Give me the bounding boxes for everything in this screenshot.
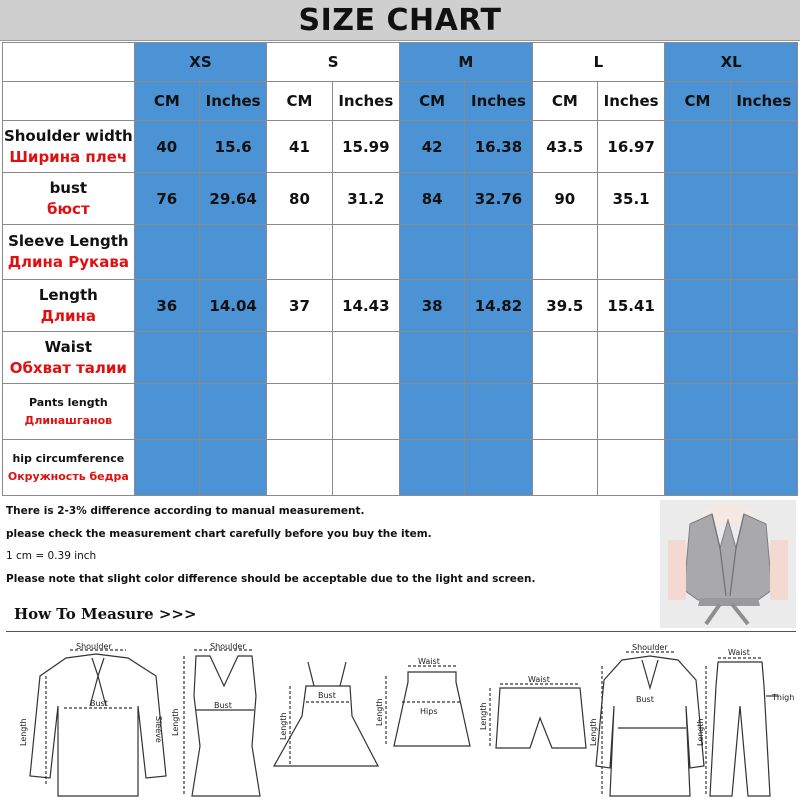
measurement-value — [597, 332, 664, 384]
measurement-value: 43.5 — [532, 121, 597, 173]
size-header-m: M — [399, 43, 532, 82]
label-english: bust — [49, 178, 88, 197]
length-label: Length — [19, 718, 28, 746]
measurement-value — [665, 440, 730, 496]
size-header-l: L — [532, 43, 665, 82]
measurement-value — [665, 332, 730, 384]
measurement-value: 41 — [267, 121, 332, 173]
measurement-value — [267, 332, 332, 384]
bust-label: Bust — [636, 695, 654, 704]
measurement-value — [465, 384, 532, 440]
measurement-value — [597, 225, 664, 280]
length-label: Length — [479, 702, 488, 730]
measurement-label — [3, 384, 135, 440]
size-header-xl: XL — [665, 43, 798, 82]
measurement-value: 80 — [267, 173, 332, 225]
label-english: Pants length — [28, 395, 108, 409]
measurement-value: 14.43 — [332, 280, 399, 332]
measurement-value: 40 — [134, 121, 199, 173]
unit-header-inches: Inches — [730, 82, 797, 121]
measurement-value — [532, 440, 597, 496]
waist-label: Waist — [528, 675, 550, 684]
measurement-value: 90 — [532, 173, 597, 225]
shoulder-label: Shoulder — [632, 643, 668, 652]
unit-header-cm: CM — [665, 82, 730, 121]
bust-label: Bust — [214, 701, 232, 710]
measurement-value — [399, 225, 464, 280]
bust-label: Bust — [90, 699, 108, 708]
label-english: Sleeve Length — [8, 232, 129, 250]
measurement-label — [3, 440, 135, 496]
unit-header-inches: Inches — [465, 82, 532, 121]
measurement-value: 35.1 — [597, 173, 664, 225]
measurement-value — [532, 332, 597, 384]
length-label: Length — [375, 698, 384, 726]
coat-dress-diagram — [589, 643, 704, 796]
measurement-value: 32.76 — [465, 173, 532, 225]
divider — [6, 631, 796, 632]
thigh-label: Thigh — [772, 693, 795, 702]
note-line: please check the measurement chart carefully before you buy the item. — [6, 527, 432, 540]
measurement-value — [730, 280, 797, 332]
measurement-value — [665, 121, 730, 173]
measurement-value — [399, 384, 464, 440]
measurement-value — [199, 384, 266, 440]
unit-header-cm: CM — [399, 82, 464, 121]
measurement-value — [465, 225, 532, 280]
measurement-row — [3, 332, 798, 384]
measurement-value — [199, 440, 266, 496]
measurement-value — [665, 384, 730, 440]
measurement-value: 15.41 — [597, 280, 664, 332]
label-russian: Длина — [40, 306, 96, 325]
measurement-value — [730, 225, 797, 280]
measurement-value — [532, 384, 597, 440]
measurement-value — [332, 384, 399, 440]
measurement-value: 42 — [399, 121, 464, 173]
label-russian: Длина Рукава — [7, 253, 129, 271]
corner-cell — [3, 82, 135, 121]
measurement-value — [597, 384, 664, 440]
note-line: There is 2-3% difference according to manual measurement. — [6, 505, 365, 517]
length-label: Length — [696, 718, 705, 746]
shoulder-label: Shoulder — [210, 642, 246, 651]
measurement-value — [730, 121, 797, 173]
measurement-value: 14.04 — [199, 280, 266, 332]
length-label: Length — [171, 708, 180, 736]
corner-cell — [3, 43, 135, 82]
measurement-row — [3, 173, 798, 225]
measurement-value — [730, 332, 797, 384]
measurement-value — [465, 440, 532, 496]
measurement-row — [3, 440, 798, 496]
measurement-row — [3, 225, 798, 280]
measurement-value — [730, 384, 797, 440]
measurement-notes — [6, 500, 646, 590]
shoulder-label: Shoulder — [76, 642, 112, 651]
measurement-value — [332, 332, 399, 384]
measurement-value — [399, 332, 464, 384]
measurement-value — [134, 440, 199, 496]
unit-header-inches: Inches — [332, 82, 399, 121]
shorts-diagram — [479, 675, 586, 748]
measurement-value: 76 — [134, 173, 199, 225]
size-header-row — [3, 43, 798, 82]
label-russian: Ширина плеч — [9, 147, 128, 166]
dress-diagram — [274, 662, 378, 766]
measurement-value — [532, 225, 597, 280]
measurement-value — [730, 440, 797, 496]
measurement-value: 14.82 — [465, 280, 532, 332]
note-line: 1 cm = 0.39 inch — [6, 550, 97, 562]
unit-header-row — [3, 82, 798, 121]
trousers-diagram — [696, 648, 794, 796]
unit-header-cm: CM — [267, 82, 332, 121]
label-russian: Длинашганов — [24, 413, 113, 427]
size-header-xs: XS — [134, 43, 267, 82]
length-label: Length — [589, 718, 598, 746]
measurement-value: 29.64 — [199, 173, 266, 225]
skirt-diagram — [375, 657, 470, 746]
measurement-value — [665, 173, 730, 225]
measurement-value — [332, 225, 399, 280]
label-english: Shoulder width — [3, 126, 133, 145]
unit-header-inches: Inches — [199, 82, 266, 121]
measurement-value: 38 — [399, 280, 464, 332]
measurement-value — [134, 332, 199, 384]
measurement-label — [3, 225, 135, 280]
note-line: Please note that slight color difference should be acceptable due to the light and screen. — [6, 572, 536, 585]
measurement-value: 84 — [399, 173, 464, 225]
measurement-value: 39.5 — [532, 280, 597, 332]
measurement-diagrams — [6, 636, 796, 800]
measurement-value — [730, 173, 797, 225]
measurement-label — [3, 121, 135, 173]
sleeve-label: Sleeve — [154, 716, 163, 743]
waist-label: Waist — [728, 648, 750, 657]
label-russian: Окружность бедра — [7, 469, 129, 483]
label-english: Waist — [44, 337, 93, 356]
measurement-value — [267, 225, 332, 280]
measurement-value: 15.99 — [332, 121, 399, 173]
measurement-value — [199, 225, 266, 280]
measurement-row — [3, 280, 798, 332]
measurement-value: 15.6 — [199, 121, 266, 173]
tank-top-diagram — [171, 642, 260, 796]
label-russian: бюст — [47, 199, 90, 218]
measurement-value — [267, 440, 332, 496]
blouse-diagram — [19, 642, 166, 796]
measurement-label — [3, 332, 135, 384]
measurement-value — [597, 440, 664, 496]
measurement-value: 37 — [267, 280, 332, 332]
measurement-value — [399, 440, 464, 496]
size-header-s: S — [267, 43, 400, 82]
measurement-value — [267, 384, 332, 440]
measurement-value: 16.38 — [465, 121, 532, 173]
measurement-row — [3, 384, 798, 440]
label-english: Length — [38, 285, 98, 304]
measurement-value: 36 — [134, 280, 199, 332]
measurement-value — [134, 384, 199, 440]
waist-label: Waist — [418, 657, 440, 666]
how-to-measure-heading: How To Measure >>> — [14, 605, 197, 623]
bust-label: Bust — [318, 691, 336, 700]
measurement-value — [332, 440, 399, 496]
label-russian: Обхват талии — [9, 358, 127, 377]
measurement-value — [465, 332, 532, 384]
unit-header-cm: CM — [134, 82, 199, 121]
measurement-value: 31.2 — [332, 173, 399, 225]
page-title: SIZE CHART — [0, 0, 800, 41]
length-label: Length — [279, 712, 288, 740]
label-english: hip circumference — [12, 451, 125, 465]
measurement-label — [3, 280, 135, 332]
measurement-value: 16.97 — [597, 121, 664, 173]
measurement-label — [3, 173, 135, 225]
measurement-value — [134, 225, 199, 280]
hips-label: Hips — [420, 707, 438, 716]
measurement-value — [199, 332, 266, 384]
unit-header-inches: Inches — [597, 82, 664, 121]
size-chart-table — [2, 42, 798, 496]
measurement-value — [665, 225, 730, 280]
measurement-row — [3, 121, 798, 173]
unit-header-cm: CM — [532, 82, 597, 121]
measurement-value — [665, 280, 730, 332]
